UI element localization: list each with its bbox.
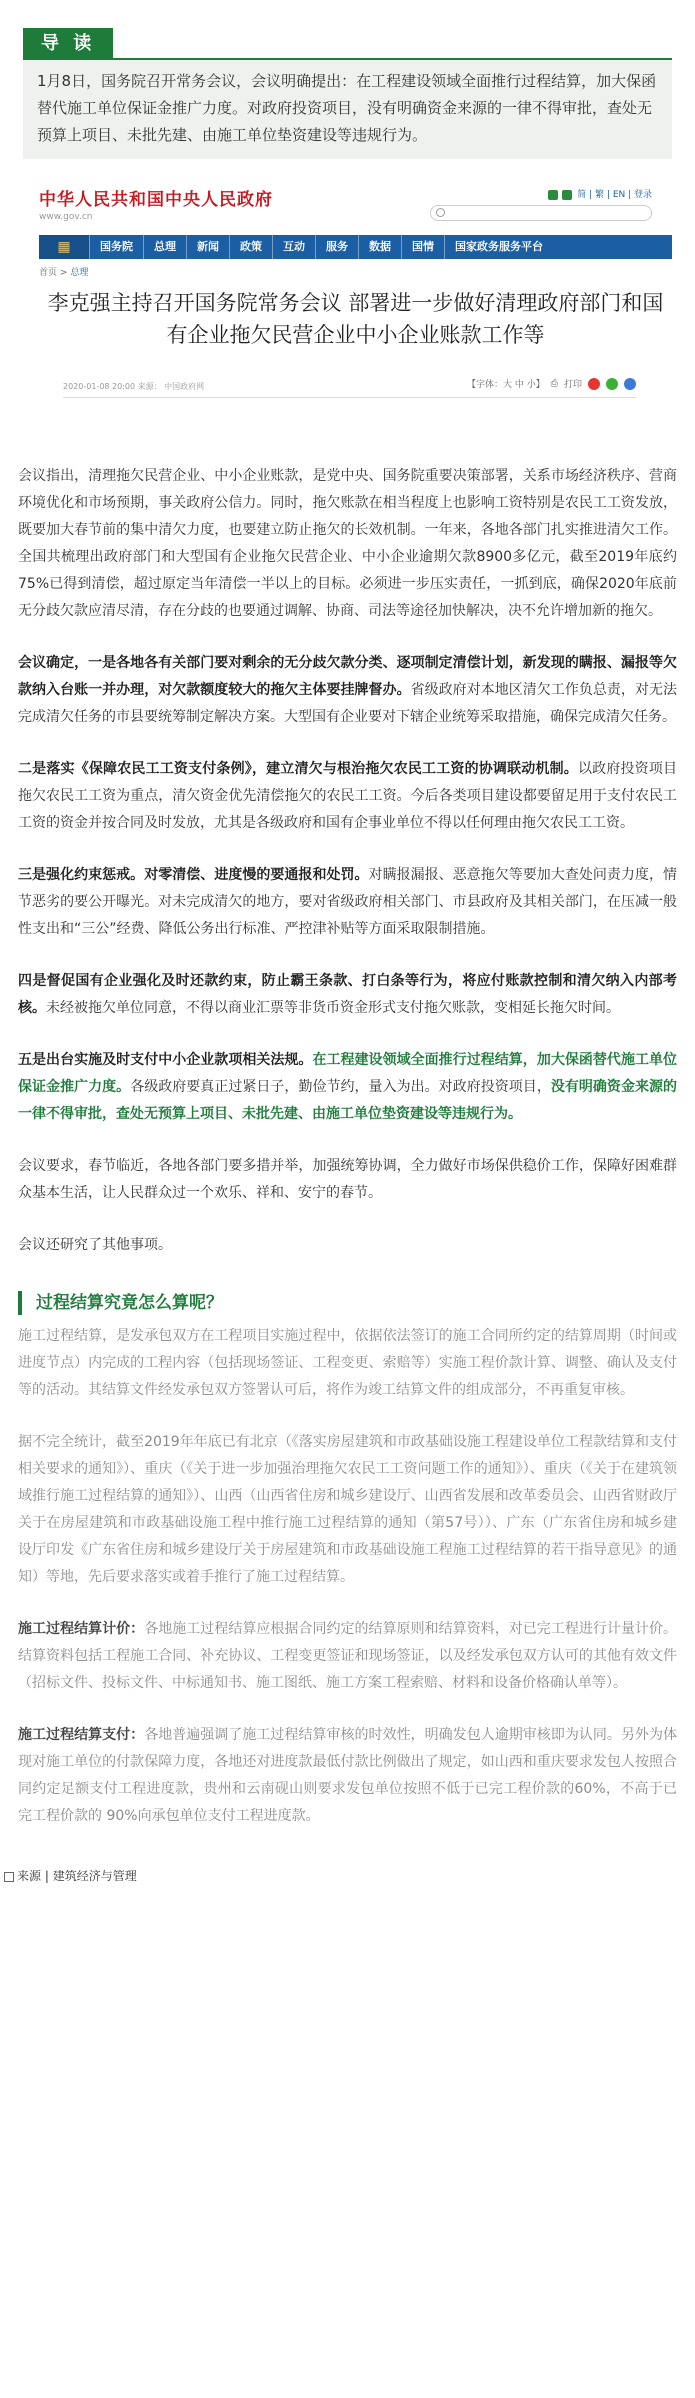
paragraph-text: 会议指出，清理拖欠民营企业、中小企业账款，是党中央、国务院重要决策部署，关系市场经济秩序、营商环境优化和市场预期，事关政府公信力。同时，拖欠账款在相当程度上也影响工资特别是农民工工资发放，既要加大春节前的集中清欠力度，也要建立防止拖欠的长效机制。一年来，各地各部门扎实推进清欠工作。全国共梳理出政府部门和大型国有企业拖欠民营企业、中小企业逾期欠款8900多亿元，截至2019年底约75%已得到清偿，超过原定当年清偿一半以上的目标。必须进一步压实责任，一抓到底，确保2020年底前无分歧欠款应清尽清，存在分歧的也要通过调解、协商、司法等途径加快解决，决不允许增加新的拖欠。 (18, 468, 677, 619)
emblem-icon: ▦ (39, 235, 89, 259)
paragraph-highlight: 没有明确资金来源的一律不得审批，查处无预算上项目、未批先建、由施工单位垫资建设等违规行为。 (18, 1079, 678, 1122)
paragraph-text: 施工过程结算，是发承包双方在工程项目实施过程中，依据依法签订的施工合同所约定的结算周期（时间或进度节点）内完成的工程内容（包括现场签证、工程变更、索赔等）实施工程价款计算、调整、确认及支付等的活动。其结算文件经发承包双方签署认可后，将作为竣工结算文件的组成部分，不再重复审核。 (18, 1328, 677, 1398)
breadcrumb-current: 总理 (70, 268, 89, 278)
wechat-icon (562, 190, 572, 200)
gov-nav-item: 政策 (229, 235, 272, 259)
paragraph-text: 各地普遍强调了施工过程结算审核的时效性，明确发包人逾期审核即为认同。另外为体现对施工单位的付款保障力度，各地还对进度款最低付款比例做出了规定，如山西和重庆要求发包人按照合同约定足额支付工程进度款，贵州和云南砚山则要求发包单位按照不低于已完工程价款的60%，不高于已完工程价款的 90%向承包单位支付工程进度款。 (18, 1727, 678, 1824)
gov-nav-item: 服务 (315, 235, 358, 259)
paragraph-bold: 施工过程结算支付： (18, 1727, 145, 1743)
font-size-control: 【字体：大 中 小】 (467, 380, 545, 390)
paragraph-text: 会议还研究了其他事项。 (18, 1237, 172, 1253)
share-qzone-icon (624, 378, 636, 390)
share-wechat-icon (606, 378, 618, 390)
gov-article-title: 李克强主持召开国务院常务会议 部署进一步做好清理政府部门和国有企业拖欠民营企业中小企业账款工作等 (47, 291, 664, 347)
source-line (0, 1866, 695, 1890)
gov-article-meta: 2020-01-08 20:00 来源： 中国政府网 (63, 382, 205, 391)
paragraph (18, 1232, 677, 1259)
weibo-icon (548, 190, 558, 200)
search-icon (436, 208, 445, 217)
paragraph-text: 会议要求，春节临近，各地各部门要多措并举，加强统筹协调，全力做好市场保供稳价工作，保障好困难群众基本生活，让人民群众过一个欢乐、祥和、安宁的春节。 (18, 1158, 677, 1201)
share-weibo-icon (588, 378, 600, 390)
article-body (0, 425, 695, 1890)
paragraph-bold: 会议确定，一是各地各有关部门要对剩余的无分歧欠款分类、逐项制定清偿计划，新发现的瞒报、漏报等欠款纳入台账一并办理，对欠款额度较大的拖欠主体要挂牌督办。 (18, 655, 677, 698)
paragraph-bold: 五是出台实施及时支付中小企业款项相关法规。 (18, 1052, 313, 1068)
gov-nav-item: 国家政务服务平台 (444, 235, 553, 259)
gov-logo (39, 185, 273, 222)
paragraph-text: 各级政府要真正过紧日子，勤俭节约，量入为出。对政府投资项目， (130, 1079, 551, 1095)
paragraph (18, 463, 677, 625)
section-paragraph (18, 1722, 677, 1830)
section-heading: 过程结算究竟怎么算呢？ (18, 1291, 677, 1315)
guide-tag: 导 读 (23, 28, 113, 60)
paragraph (18, 862, 677, 943)
breadcrumb-home: 首页 (39, 268, 58, 278)
gov-nav-item: 国情 (401, 235, 444, 259)
source-name: 建筑经济与管理 (52, 1869, 137, 1883)
gov-nav-item: 互动 (272, 235, 315, 259)
paragraph-bold: 二是落实《保障农民工工资支付条例》，建立清欠与根治拖欠农民工工资的协调联动机制。 (18, 761, 578, 777)
paragraph (18, 756, 677, 837)
gov-article-tools (467, 377, 636, 390)
gov-logo-title: 中华人民共和国中央人民政府 (39, 190, 273, 210)
breadcrumb (39, 265, 88, 278)
gov-logo-url: www.gov.cn (39, 212, 93, 222)
section-paragraph (18, 1323, 677, 1404)
guide-header (23, 28, 672, 60)
paragraph-bold: 四是督促国有企业强化及时还款约束，防止霸王条款、打白条等行为，将应付账款控制和清欠纳入内部考核。 (18, 973, 677, 1016)
source-divider: | (44, 1869, 49, 1883)
gov-nav-item: 新闻 (186, 235, 229, 259)
paragraph-text: 据不完全统计，截至2019年年底已有北京（《落实房屋建筑和市政基础设施工程建设单位工程款结算和支付相关要求的通知》）、重庆（《关于进一步加强治理拖欠农民工工资问题工作的通知》）、重庆（《关于在建筑领域推行施工过程结算的通知》）、山西（山西省住房和城乡建设厅、山西省发展和改革委员会、山西省财政厅关于在房屋建筑和市政基础设施工程中推行施工过程结算的通知（第57号））、广东（广东省住房和城乡建设厅印发《广东省住房和城乡建设厅关于房屋建筑和市政基础设施工程施工过程结算的若干指导意见》的通知）等地，先后要求落实或着手推行了施工过程结算。 (18, 1434, 677, 1585)
section-paragraph (18, 1616, 677, 1697)
paragraph (18, 968, 677, 1022)
print-label: 打印 (563, 380, 582, 390)
divider (63, 397, 636, 398)
gov-top-links (548, 187, 652, 200)
paragraph (18, 650, 677, 731)
paragraph-text: 省级政府对本地区清欠工作负总责，对无法完成清欠任务的市县要统筹制定解决方案。大型国有企业要对下辖企业统筹采取措施，确保完成清欠任务。 (18, 682, 677, 725)
gov-nav-item: 数据 (358, 235, 401, 259)
section-paragraph (18, 1429, 677, 1591)
gov-lang-links: 简 | 繁 | EN | 登录 (577, 190, 652, 200)
paragraph-text: 未经被拖欠单位同意，不得以商业汇票等非货币资金形式支付拖欠账款，变相延长拖欠时间。 (46, 1000, 620, 1016)
gov-nav-item: 国务院 (89, 235, 143, 259)
print-icon: ⎙ (550, 378, 558, 389)
paragraph-highlight: 在工程建设领域全面推行过程结算，加大保函替代施工单位保证金推广力度。 (18, 1052, 678, 1095)
paragraph-bold: 施工过程结算计价： (18, 1621, 145, 1637)
paragraph-text: 对瞒报漏报、恶意拖欠等要加大查处问责力度，情节恶劣的要公开曝光。对未完成清欠的地方，要对省级政府相关部门、市县政府及其相关部门，在压减一般性支出和“三公”经费、降低公务出行标准、严控津补贴等方面采取限制措施。 (18, 867, 678, 937)
guide-summary: 1月8日，国务院召开常务会议，会议明确提出：在工程建设领域全面推行过程结算，加大保函替代施工单位保证金推广力度。对政府投资项目，没有明确资金来源的一律不得审批，查处无预算上项目、未批先建、由施工单位垫资建设等违规行为。 (23, 60, 672, 159)
gov-nav-bar (39, 235, 672, 259)
breadcrumb-sep: > (59, 268, 68, 278)
paragraph (18, 1153, 677, 1207)
article-page (0, 28, 695, 1890)
source-icon (4, 1872, 14, 1882)
gov-nav-item: 总理 (143, 235, 186, 259)
gov-site-screenshot (23, 171, 672, 425)
paragraph-text: 各地施工过程结算应根据合同约定的结算原则和结算资料，对已完工程进行计量计价。结算资料包括工程施工合同、补充协议、工程变更签证和现场签证，以及经发承包双方认可的其他有效文件（招标文件、投标文件、中标通知书、施工图纸、施工方案工程索赔、材料和设备价格确认单等）。 (18, 1621, 678, 1691)
paragraph-text: 以政府投资项目拖欠农民工工资为重点，清欠资金优先清偿拖欠的农民工工资。今后各类项目建设都要留足用于支付农民工工资的资金并按合同及时发放，尤其是各级政府和国有企事业单位不得以任何理由拖欠农民工工资。 (18, 761, 678, 831)
paragraph-bold: 三是强化约束惩戒。对零清偿、进度慢的要通报和处罚。 (18, 867, 369, 883)
paragraph (18, 1047, 677, 1128)
source-label: 来源 (17, 1869, 42, 1883)
gov-search-input (430, 205, 652, 221)
